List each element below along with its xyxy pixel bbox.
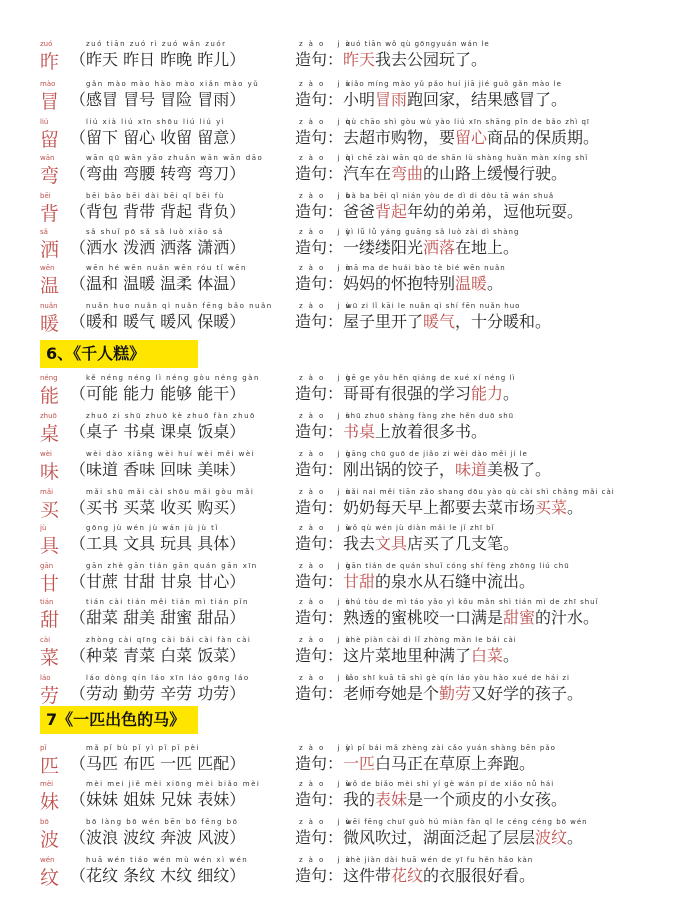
- sentence-pinyin: gān tián de quán shuǐ cóng shí fèng zhōng liú chū: [346, 562, 570, 570]
- sentence-pinyin: wū zi lǐ kāi le nuǎn qì shí fēn nuǎn huo: [346, 302, 521, 310]
- character: 纹: [40, 867, 60, 889]
- character: 能: [40, 385, 60, 407]
- sentence-text: 白马正在草原上奔跑。: [375, 754, 536, 773]
- sentence-text: 的泉水从石缝中流出。: [375, 572, 536, 591]
- sentence-text: 的衣服很好看。: [423, 866, 536, 885]
- character: 冒: [40, 91, 60, 113]
- sentence-text: 一缕缕阳光: [343, 238, 424, 257]
- vocab-row: [0, 674, 678, 710]
- character-pinyin: bō: [40, 818, 49, 826]
- zaoju-pinyin: zào jù: [299, 562, 356, 570]
- example-sentence: [343, 751, 535, 774]
- character: 洒: [40, 239, 60, 261]
- character-pinyin: mèi: [40, 780, 54, 788]
- zaoju-pinyin: zào jù: [299, 636, 356, 644]
- zaoju-label: 造句：: [295, 384, 344, 403]
- character: 味: [40, 461, 60, 483]
- vocab-row: [0, 780, 678, 816]
- word-list: （味道 香味 回味 美味）: [70, 460, 246, 479]
- word-list: （可能 能力 能够 能干）: [70, 384, 246, 403]
- words-pinyin: gān zhè gān tián gān quán gān xīn: [86, 562, 258, 570]
- vocab-row: [0, 302, 678, 338]
- word-list: （感冒 冒号 冒险 冒雨）: [70, 90, 246, 109]
- character: 匹: [40, 755, 60, 777]
- zaoju-pinyin: zào jù: [299, 412, 356, 420]
- sentence-pinyin: yì pǐ bái mǎ zhèng zài cǎo yuán shàng bēn pǎo: [346, 744, 556, 752]
- vocab-row: [0, 856, 678, 892]
- sentence-highlight: 波纹: [535, 828, 568, 847]
- zaoju-label: 造句：: [295, 422, 344, 441]
- sentence-highlight: 味道: [455, 460, 488, 479]
- sentence-pinyin: shú tòu de mì táo yǎo yì kǒu mǎn shì tián mì de zhī shuǐ: [346, 598, 599, 606]
- character: 菜: [40, 647, 60, 669]
- section-title: 7《一匹出色的马》: [40, 706, 198, 734]
- character-pinyin: wān: [40, 154, 55, 162]
- character-pinyin: mào: [40, 80, 56, 88]
- sentence-text: 又好学的孩子。: [471, 684, 584, 703]
- zaoju-label: 造句：: [295, 460, 344, 479]
- word-list: （劳动 勤劳 辛劳 功劳）: [70, 684, 246, 703]
- example-sentence: [343, 381, 519, 404]
- vocab-row: [0, 154, 678, 190]
- words-pinyin: bō làng bō wén bēn bō fēng bō: [86, 818, 239, 826]
- vocab-row: [0, 488, 678, 524]
- word-list: （背包 背带 背起 背负）: [70, 202, 246, 221]
- character: 甘: [40, 573, 60, 595]
- sentence-text: 熟透的蜜桃咬一口满是: [343, 608, 504, 627]
- words-pinyin: nuǎn huo nuǎn qì nuǎn fēng bǎo nuǎn: [86, 302, 273, 310]
- sentence-highlight: 书桌: [343, 422, 376, 441]
- sentence-pinyin: gāng chū guō de jiǎo zi wèi dào měi jí le: [346, 450, 528, 458]
- character-pinyin: wén: [40, 856, 55, 864]
- sentence-highlight: 花纹: [391, 866, 424, 885]
- words-pinyin: wān qū wān yāo zhuǎn wān wān dāo: [86, 154, 264, 162]
- character-pinyin: nuǎn: [40, 302, 58, 310]
- zaoju-pinyin: zào jù: [299, 264, 356, 272]
- character-pinyin: néng: [40, 374, 58, 382]
- example-sentence: [343, 199, 583, 222]
- zaoju-label: 造句：: [295, 608, 344, 627]
- vocab-row: [0, 80, 678, 116]
- zaoju-label: 造句：: [295, 128, 344, 147]
- sentence-pinyin: nǎi nai měi tiān zǎo shang dōu yào qù cài shì chǎng mǎi cài: [346, 488, 615, 496]
- zaoju-label: 造句：: [295, 238, 344, 257]
- sentence-text: 的山路上缓慢行驶。: [423, 164, 568, 183]
- sentence-highlight: 白菜: [471, 646, 504, 665]
- vocab-row: [0, 228, 678, 264]
- example-sentence: [343, 271, 503, 294]
- sentence-text: 老师夸她是个: [343, 684, 440, 703]
- zaoju-label: 造句：: [295, 90, 344, 109]
- zaoju-pinyin: zào jù: [299, 818, 356, 826]
- word-list: （洒水 泼洒 洒落 潇洒）: [70, 238, 246, 257]
- example-sentence: [343, 863, 535, 886]
- words-pinyin: zuó tiān zuó rì zuó wǎn zuór: [86, 40, 227, 48]
- sentence-text: 美极了。: [487, 460, 552, 479]
- example-sentence: [343, 787, 567, 810]
- character-pinyin: zhuō: [40, 412, 57, 420]
- character-pinyin: mǎi: [40, 488, 54, 496]
- zaoju-label: 造句：: [295, 202, 344, 221]
- word-list: （花纹 条纹 木纹 细纹）: [70, 866, 246, 885]
- sentence-text: 的汁水。: [535, 608, 600, 627]
- zaoju-pinyin: zào jù: [299, 744, 356, 752]
- character: 暖: [40, 313, 60, 335]
- zaoju-pinyin: zào jù: [299, 118, 356, 126]
- zaoju-pinyin: zào jù: [299, 524, 356, 532]
- zaoju-label: 造句：: [295, 164, 344, 183]
- character-pinyin: láo: [40, 674, 51, 682]
- zaoju-pinyin: zào jù: [299, 856, 356, 864]
- sentence-text: 去超市购物，要: [343, 128, 456, 147]
- words-pinyin: láo dòng qín láo xīn láo gōng láo: [86, 674, 250, 682]
- vocab-row: [0, 412, 678, 448]
- zaoju-pinyin: zào jù: [299, 598, 356, 606]
- sentence-highlight: 买菜: [535, 498, 568, 517]
- words-pinyin: wēn hé wēn nuǎn wēn róu tǐ wēn: [86, 264, 247, 272]
- sentence-highlight: 留心: [455, 128, 488, 147]
- character: 桌: [40, 423, 60, 445]
- zaoju-pinyin: zào jù: [299, 674, 356, 682]
- sentence-pinyin: qì chē zài wān qū de shān lù shàng huǎn màn xíng shǐ: [346, 154, 589, 162]
- character-pinyin: liú: [40, 118, 49, 126]
- sentence-highlight: 表妹: [375, 790, 408, 809]
- sentence-highlight: 弯曲: [391, 164, 424, 183]
- sentence-text: 刚出锅的饺子，: [343, 460, 456, 479]
- words-pinyin: tián cài tián měi tián mì tián pǐn: [86, 598, 249, 606]
- sentence-pinyin: wǒ qù wén jù diàn mǎi le jǐ zhī bǐ: [346, 524, 495, 532]
- words-pinyin: bēi bāo bēi dài bēi qǐ bēi fù: [86, 192, 225, 200]
- sentence-text: 。: [567, 828, 584, 847]
- sentence-highlight: 勤劳: [439, 684, 472, 703]
- sentence-pinyin: bà ba bēi qǐ nián yòu de dì di dòu tā wán shuǎ: [346, 192, 555, 200]
- vocab-row: [0, 744, 678, 780]
- sentence-text: 妈妈的怀抱特别: [343, 274, 456, 293]
- zaoju-label: 造句：: [295, 646, 344, 665]
- character: 波: [40, 829, 60, 851]
- character: 昨: [40, 51, 60, 73]
- word-list: （波浪 波纹 奔波 风波）: [70, 828, 246, 847]
- sentence-highlight: 背起: [375, 202, 408, 221]
- sentence-highlight: 甜蜜: [503, 608, 536, 627]
- zaoju-pinyin: zào jù: [299, 80, 356, 88]
- words-pinyin: kě néng néng lì néng gòu néng gàn: [86, 374, 260, 382]
- zaoju-label: 造句：: [295, 312, 344, 331]
- sentence-pinyin: wēi fēng chuī guò hú miàn fàn qǐ le céng céng bō wén: [346, 818, 588, 826]
- words-pinyin: mǎi shū mǎi cài shōu mǎi gòu mǎi: [86, 488, 255, 496]
- sentence-text: 我的: [343, 790, 376, 809]
- sentence-pinyin: xiǎo míng mào yǔ pǎo huí jiā jié guǒ gǎn mào le: [346, 80, 562, 88]
- character-pinyin: tián: [40, 598, 54, 606]
- example-sentence: [343, 235, 519, 258]
- words-pinyin: liú xià liú xīn shōu liú liú yì: [86, 118, 226, 126]
- zaoju-pinyin: zào jù: [299, 488, 356, 496]
- vocab-row: [0, 450, 678, 486]
- vocab-row: [0, 192, 678, 228]
- vocab-row: [0, 40, 678, 76]
- sentence-pinyin: qù chāo shì gòu wù yào liú xīn shāng pǐn de bǎo zhì qī: [346, 118, 590, 126]
- character-pinyin: jù: [40, 524, 47, 532]
- character: 劳: [40, 685, 60, 707]
- character-pinyin: wēn: [40, 264, 55, 272]
- zaoju-pinyin: zào jù: [299, 154, 356, 162]
- sentence-text: ，十分暖和。: [455, 312, 552, 331]
- word-list: （马匹 布匹 一匹 匹配）: [70, 754, 246, 773]
- character: 背: [40, 203, 60, 225]
- sentence-pinyin: zuó tiān wǒ qù gōngyuán wán le: [346, 40, 490, 48]
- zaoju-label: 造句：: [295, 828, 344, 847]
- zaoju-pinyin: zào jù: [299, 228, 356, 236]
- words-pinyin: gǎn mào mào hào mào xiǎn mào yǔ: [86, 80, 260, 88]
- word-list: （昨天 昨日 昨晚 昨儿）: [70, 50, 246, 69]
- word-list: （甘蔗 甘甜 甘泉 甘心）: [70, 572, 246, 591]
- example-sentence: [343, 531, 519, 554]
- sentence-text: 店买了几支笔。: [407, 534, 520, 553]
- sentence-pinyin: lǎo shī kuā tā shì gè qín láo yòu hào xué de hái zi: [346, 674, 570, 682]
- sentence-highlight: 一匹: [343, 754, 376, 773]
- sentence-text: 。: [487, 274, 504, 293]
- example-sentence: [343, 161, 567, 184]
- zaoju-label: 造句：: [295, 790, 344, 809]
- word-list: （温和 温暖 温柔 体温）: [70, 274, 246, 293]
- sentence-text: 年幼的弟弟，逗他玩耍。: [407, 202, 584, 221]
- vocab-row: [0, 598, 678, 634]
- character: 具: [40, 535, 60, 557]
- example-sentence: [343, 495, 583, 518]
- zaoju-pinyin: zào jù: [299, 450, 356, 458]
- words-pinyin: wèi dào xiāng wèi huí wèi měi wèi: [86, 450, 256, 458]
- vocab-row: [0, 118, 678, 154]
- character-pinyin: pǐ: [40, 744, 47, 752]
- character-pinyin: zuó: [40, 40, 53, 48]
- character-pinyin: sǎ: [40, 228, 48, 236]
- vocab-row: [0, 818, 678, 854]
- character-pinyin: wèi: [40, 450, 52, 458]
- word-list: （桌子 书桌 课桌 饭桌）: [70, 422, 246, 441]
- sentence-pinyin: zhè piàn cài dì lǐ zhòng mǎn le bái cài: [346, 636, 517, 644]
- sentence-pinyin: wǒ de biǎo mèi shì yí gè wán pí de xiǎo nǚ hái: [346, 780, 555, 788]
- sentence-text: 。: [567, 498, 584, 517]
- sentence-highlight: 温暖: [455, 274, 488, 293]
- zaoju-label: 造句：: [295, 684, 344, 703]
- words-pinyin: huā wén tiáo wén mù wén xì wén: [86, 856, 249, 864]
- sentence-text: 我去公园玩了。: [375, 50, 488, 69]
- sentence-text: 哥哥有很强的学习: [343, 384, 472, 403]
- sentence-text: 汽车在: [343, 164, 392, 183]
- sentence-text: 上放着很多书。: [375, 422, 488, 441]
- sentence-text: 跑回家，结果感冒了。: [407, 90, 568, 109]
- zaoju-label: 造句：: [295, 754, 344, 773]
- sentence-text: 小明: [343, 90, 376, 109]
- words-pinyin: mèi mei jiě mèi xiōng mèi biǎo mèi: [86, 780, 261, 788]
- sentence-pinyin: yì lǚ lǚ yáng guāng sǎ luò zài dì shàng: [346, 228, 520, 236]
- example-sentence: [343, 569, 535, 592]
- word-list: （买书 买菜 收买 购买）: [70, 498, 246, 517]
- sentence-text: 是一个顽皮的小女孩。: [407, 790, 568, 809]
- sentence-text: 这片菜地里种满了: [343, 646, 472, 665]
- zaoju-label: 造句：: [295, 50, 344, 69]
- example-sentence: [343, 643, 519, 666]
- sentence-text: 商品的保质期。: [487, 128, 600, 147]
- example-sentence: [343, 87, 567, 110]
- example-sentence: [343, 125, 599, 148]
- character: 温: [40, 275, 60, 297]
- zaoju-label: 造句：: [295, 572, 344, 591]
- words-pinyin: gōng jù wén jù wán jù jù tǐ: [86, 524, 219, 532]
- character: 甜: [40, 609, 60, 631]
- sentence-text: 。: [503, 384, 520, 403]
- sentence-highlight: 冒雨: [375, 90, 408, 109]
- word-list: （留下 留心 收留 留意）: [70, 128, 246, 147]
- sentence-highlight: 甘甜: [343, 572, 376, 591]
- sentence-text: 屋子里开了: [343, 312, 424, 331]
- word-list: （暖和 暖气 暖风 保暖）: [70, 312, 246, 331]
- character-pinyin: gān: [40, 562, 54, 570]
- example-sentence: [343, 605, 599, 628]
- sentence-highlight: 昨天: [343, 50, 376, 69]
- character: 弯: [40, 165, 60, 187]
- character-pinyin: cài: [40, 636, 51, 644]
- example-sentence: [343, 825, 583, 848]
- zaoju-pinyin: zào jù: [299, 40, 356, 48]
- zaoju-label: 造句：: [295, 534, 344, 553]
- example-sentence: [343, 47, 487, 70]
- zaoju-pinyin: zào jù: [299, 192, 356, 200]
- character-pinyin: bēi: [40, 192, 51, 200]
- zaoju-pinyin: zào jù: [299, 780, 356, 788]
- sentence-text: 在地上。: [455, 238, 520, 257]
- word-list: （工具 文具 玩具 具体）: [70, 534, 246, 553]
- zaoju-label: 造句：: [295, 274, 344, 293]
- sentence-pinyin: zhè jiàn dài huā wén de yī fu hěn hǎo kàn: [346, 856, 534, 864]
- sentence-text: 我去: [343, 534, 376, 553]
- example-sentence: [343, 419, 487, 442]
- sentence-text: 。: [503, 646, 520, 665]
- sentence-highlight: 洒落: [423, 238, 456, 257]
- sentence-highlight: 暖气: [423, 312, 456, 331]
- vocab-row: [0, 374, 678, 410]
- zaoju-label: 造句：: [295, 866, 344, 885]
- section-title: 6、《千人糕》: [40, 340, 198, 368]
- zaoju-label: 造句：: [295, 498, 344, 517]
- zaoju-pinyin: zào jù: [299, 302, 356, 310]
- vocab-row: [0, 636, 678, 672]
- character: 妹: [40, 791, 60, 813]
- sentence-pinyin: shū zhuō shàng fàng zhe hěn duō shū: [346, 412, 515, 420]
- words-pinyin: zhòng cài qīng cài bái cài fàn cài: [86, 636, 252, 644]
- sentence-highlight: 文具: [375, 534, 408, 553]
- vocab-row: [0, 562, 678, 598]
- word-list: （弯曲 弯腰 转弯 弯刀）: [70, 164, 246, 183]
- sentence-text: 爸爸: [343, 202, 376, 221]
- zaoju-pinyin: zào jù: [299, 374, 356, 382]
- words-pinyin: sǎ shuǐ pō sǎ sǎ luò xiāo sǎ: [86, 228, 224, 236]
- words-pinyin: mǎ pǐ bù pǐ yì pǐ pǐ pèi: [86, 744, 200, 752]
- sentence-pinyin: mā ma de huái bào tè bié wēn nuǎn: [346, 264, 506, 272]
- character: 留: [40, 129, 60, 151]
- character: 买: [40, 499, 60, 521]
- word-list: （妹妹 姐妹 兄妹 表妹）: [70, 790, 246, 809]
- word-list: （种菜 青菜 白菜 饭菜）: [70, 646, 246, 665]
- sentence-text: 这件带: [343, 866, 392, 885]
- example-sentence: [343, 457, 551, 480]
- example-sentence: [343, 681, 583, 704]
- words-pinyin: zhuō zi shū zhuō kè zhuō fàn zhuō: [86, 412, 256, 420]
- sentence-text: 微风吹过，湖面泛起了层层: [343, 828, 536, 847]
- vocab-row: [0, 264, 678, 300]
- word-list: （甜菜 甜美 甜蜜 甜品）: [70, 608, 246, 627]
- sentence-text: 奶奶每天早上都要去菜市场: [343, 498, 536, 517]
- sentence-highlight: 能力: [471, 384, 504, 403]
- example-sentence: [343, 309, 551, 332]
- sentence-pinyin: gē ge yǒu hěn qiáng de xué xí néng lì: [346, 374, 516, 382]
- vocab-row: [0, 524, 678, 560]
